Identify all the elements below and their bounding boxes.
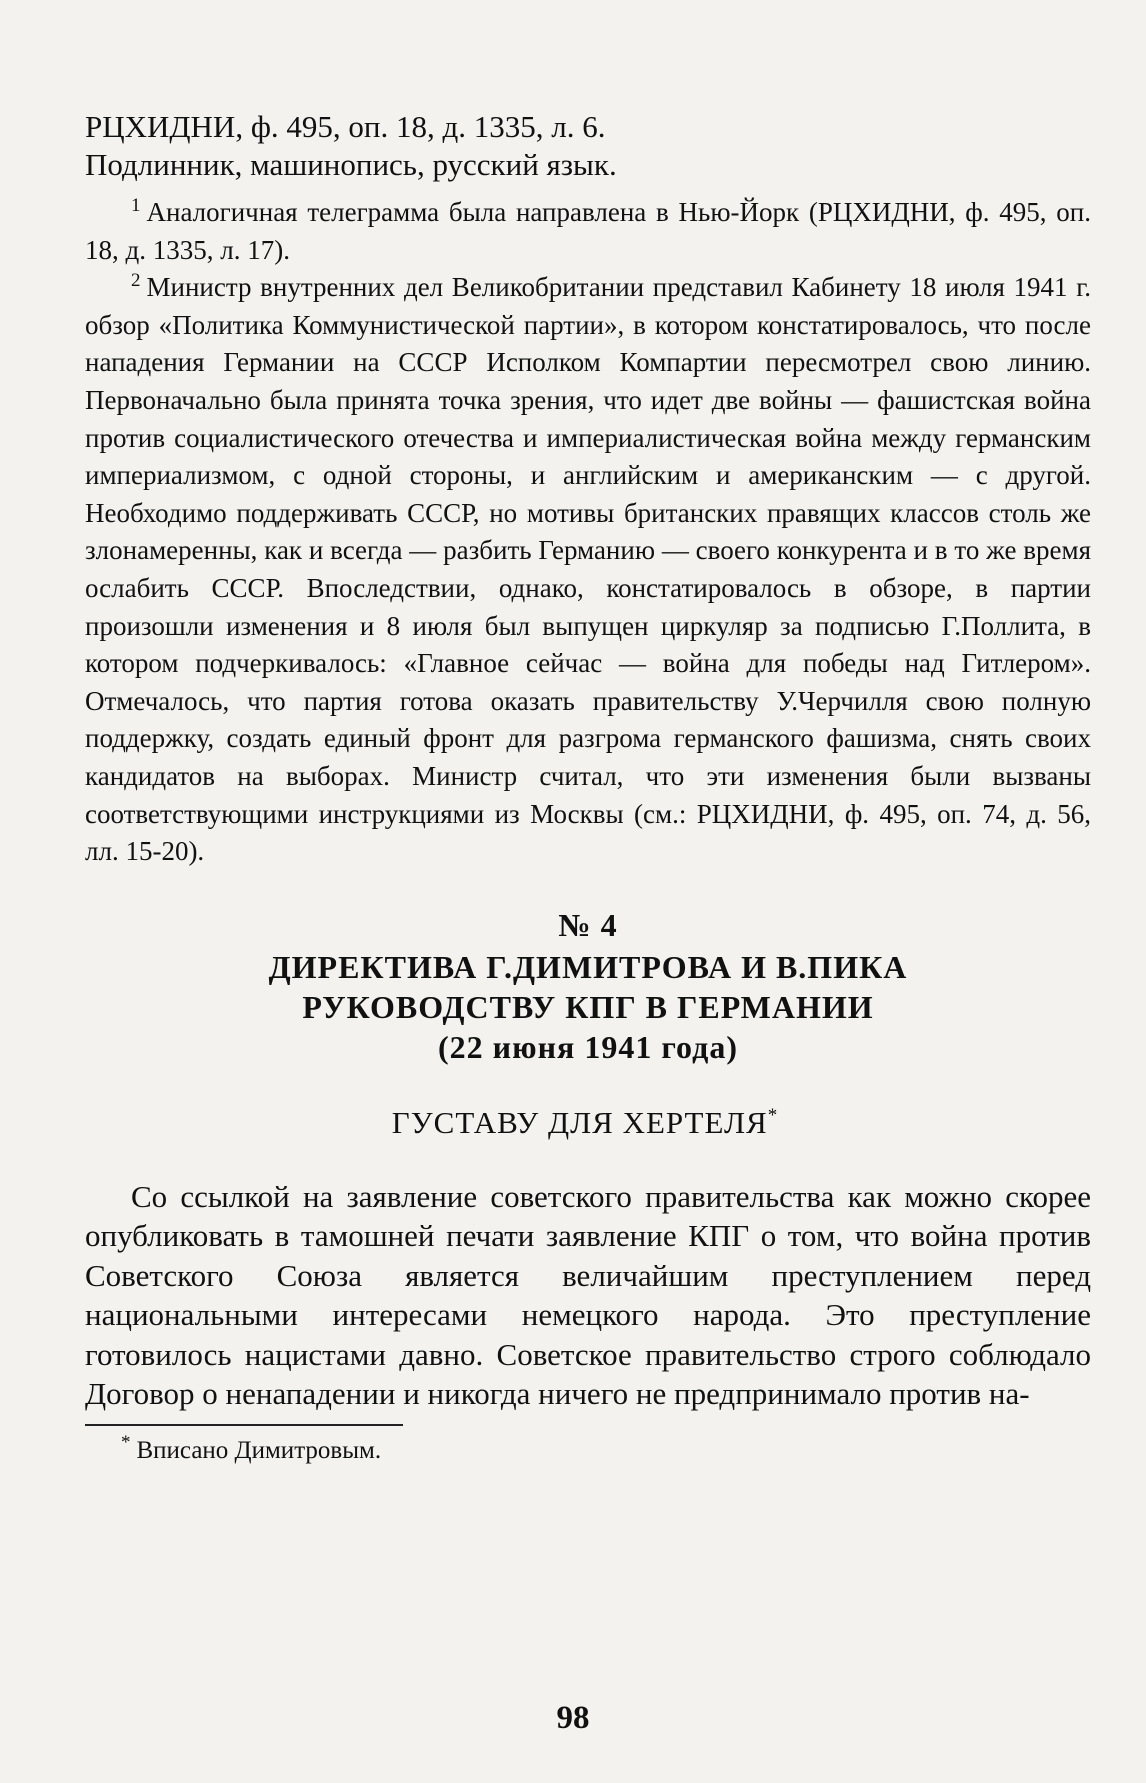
document-recipient xyxy=(85,1103,1091,1143)
endnote-text: Министр внутренних дел Великобритании представил Кабинету 18 июля 1941 г. обзор «Политика Коммунистической партии», в котором констатировалось, что после нападения Германии на СССР Исполком Компартии пересмотрел свою линию. Первоначально была принята точка зрения, что идет две войны — фашистская война против социалистического отечества и империалистическая война между германским империализмом, с одной стороны, и английским и американским — с другой. Необходимо поддерживать СССР, но мотивы британских правящих классов столь же злонамеренны, как и всегда — разбить Германию — своего конкурента и в то же время ослабить СССР. Впоследствии, однако, констатировалось в обзоре, в партии произошли изменения и 8 июля был выпущен циркуляр за подписью Г.Поллита, в котором подчеркивалось: «Главное сейчас — война для победы над Гитлером». Отмечалось, что партия готова оказать правительству У.Черчилля свою полную поддержку, создать единый фронт для разгрома германского фашизма, снять своих кандидатов на выборах. Министр считал, что эти изменения были вызваны соответствующими инструкциями из Москвы (см.: РЦХИДНИ, ф. 495, оп. 74, д. 56, лл. 15-20). xyxy=(85,272,1091,867)
endnote-number: 2 xyxy=(131,270,141,292)
recipient-footnote-marker: * xyxy=(767,1105,779,1127)
footnote xyxy=(85,1434,1091,1468)
footnote-text: Вписано Димитровым. xyxy=(136,1436,382,1464)
page-content xyxy=(85,108,1091,1468)
document-title-line: ДИРЕКТИВА Г.ДИМИТРОВА И В.ПИКА xyxy=(268,948,908,985)
endnote-text: Аналогичная телеграмма была направлена в Нью-Йорк (РЦХИДНИ, ф. 495, оп. 18, д. 1335, л. 17). xyxy=(85,197,1091,265)
recipient-text: ГУСТАВУ ДЛЯ ХЕРТЕЛЯ xyxy=(391,1104,768,1140)
endnote-number: 1 xyxy=(131,195,141,216)
original-note: Подлинник, машинопись, русский язык. xyxy=(85,147,617,182)
archive-reference: РЦХИДНИ, ф. 495, оп. 18, д. 1335, л. 6. xyxy=(85,109,606,144)
document-title-line: РУКОВОДСТВУ КПГ В ГЕРМАНИИ xyxy=(302,988,874,1025)
endnote xyxy=(85,194,1091,269)
source-citation xyxy=(85,108,1091,184)
footnote-marker: * xyxy=(121,1432,131,1454)
document-title xyxy=(85,947,1091,1027)
footnote-divider xyxy=(85,1424,403,1426)
document-body: Со ссылкой на заявление советского правительства как можно скорее опубликовать в тамошней печати заявление КПГ о том, что война против Советского Союза является величайшим преступлением перед национальными интересами немецкого народа. Это преступление готовилось нацистами давно. Советское правительство строго соблюдало Договор о ненападении и никогда ничего не предпринимало против на- xyxy=(85,1178,1091,1412)
document-number: № 4 xyxy=(558,906,618,943)
page-number: 98 xyxy=(556,1700,590,1736)
document-date: (22 июня 1941 года) xyxy=(438,1028,738,1065)
endnote xyxy=(85,269,1091,871)
endnotes xyxy=(85,194,1091,871)
